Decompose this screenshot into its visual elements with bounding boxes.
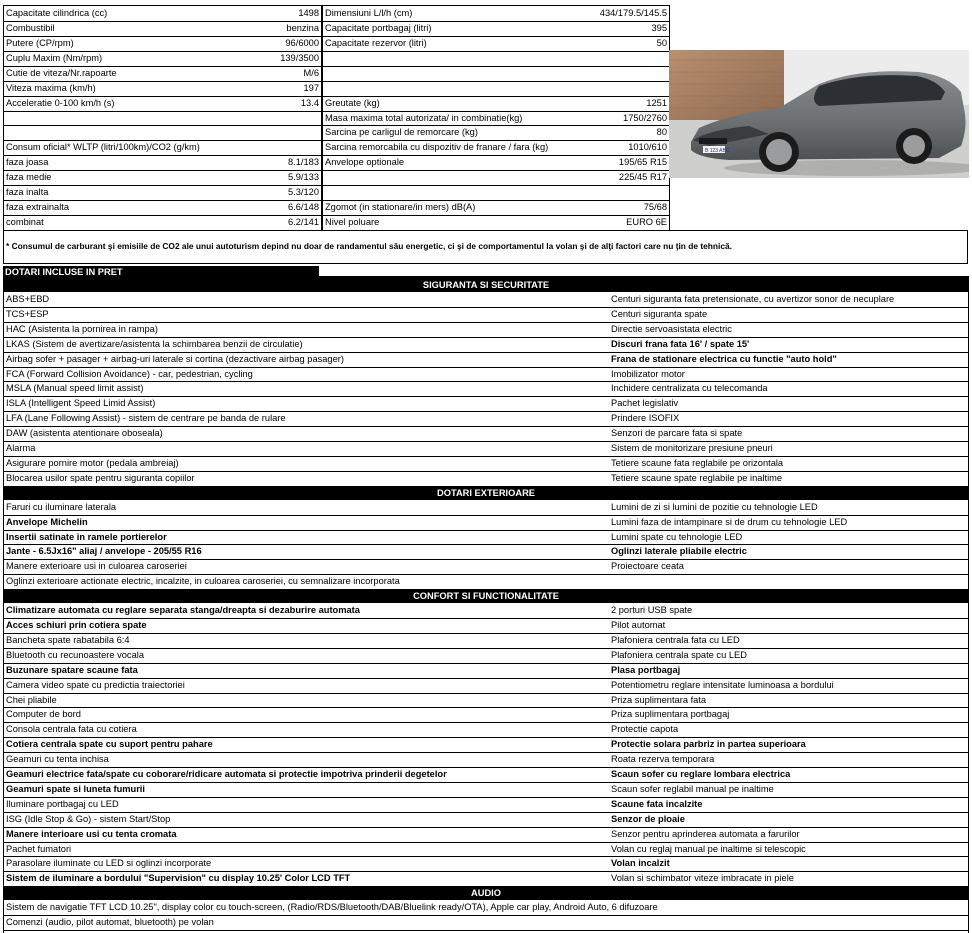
equipment-item: TCS+ESP	[6, 308, 49, 319]
row-separator	[4, 633, 968, 634]
equipment-item: Insertii satinate in ramele portierelor	[6, 531, 167, 542]
row-separator	[4, 752, 968, 753]
spec-row	[4, 66, 321, 80]
row-separator	[4, 530, 968, 531]
spec-row	[323, 185, 669, 199]
spec-label: Sarcina pe carligul de remorcare (kg)	[325, 127, 478, 138]
equipment-item: LFA (Lane Following Assist) - sistem de centrare pe banda de rulare	[6, 413, 286, 424]
spec-row-line	[4, 215, 321, 216]
spec-row-line	[323, 21, 669, 22]
spec-row-line	[323, 81, 669, 82]
spec-row-line	[323, 155, 669, 156]
spec-label: faza medie	[6, 172, 52, 183]
equipment-item: Directie servoasistata electric	[611, 323, 732, 334]
spec-value: 1750/2760	[623, 112, 667, 123]
equipment-item: Faruri cu iluminare laterala	[6, 501, 117, 512]
spec-label: Cutie de viteza/Nr.rapoarte	[6, 67, 117, 78]
equipment-item: Lumini de zi si lumini de pozitie cu tehnologie LED	[611, 501, 818, 512]
equipment-item: Buzunare spatare scaune fata	[6, 664, 138, 675]
spec-value: M/6	[303, 67, 319, 78]
spec-value: 6.2/141	[287, 217, 319, 228]
spec-label: Nivel poluare	[325, 217, 380, 228]
spec-value: 1010/610	[628, 142, 667, 153]
spec-value: 225/45 R17	[618, 172, 667, 183]
equipment-item: Airbag sofer + pasager + airbag-uri laterale si cortina (dezactivare airbag pasager)	[6, 353, 344, 364]
spec-label: faza inalta	[6, 187, 49, 198]
row-separator	[4, 515, 968, 516]
car-image	[669, 50, 969, 178]
equipment-list	[3, 278, 969, 933]
spec-row	[4, 170, 321, 184]
equipment-item: ABS+EBD	[6, 294, 50, 304]
equipment-item: Inchidere centralizata cu telecomanda	[611, 383, 768, 394]
row-separator	[4, 559, 968, 560]
equipment-item: Anvelope Michelin	[6, 516, 88, 527]
spec-row	[4, 200, 321, 214]
row-separator	[4, 842, 968, 843]
spec-label: Consum oficial* WLTP (litri/100km)/CO2 (g/km)	[6, 142, 200, 153]
row-separator	[4, 812, 968, 813]
spec-label: Sarcina remorcabila cu dispozitiv de franare / fara (kg)	[325, 142, 549, 153]
spec-label: Viteza maxima (km/h)	[6, 82, 96, 93]
included-equipment-header: DOTARI INCLUSE IN PRET	[3, 266, 319, 278]
spec-row-line	[4, 81, 321, 82]
spec-row	[323, 51, 669, 65]
equipment-item: Oglinzi laterale pliabile electric	[611, 546, 747, 557]
spec-row	[4, 6, 321, 20]
equipment-item: Parasolare iluminate cu LED si oglinzi incorporate	[6, 858, 212, 869]
equipment-item: Pachet legislativ	[611, 398, 679, 409]
spec-row-line	[4, 51, 321, 52]
equipment-item: Alarma	[6, 443, 36, 453]
spec-row	[323, 6, 669, 20]
equipment-item: Senzor pentru aprinderea automata a farurilor	[611, 828, 800, 839]
spec-row-line	[4, 155, 321, 156]
section-header-audio: AUDIO	[4, 886, 968, 900]
row-separator	[4, 767, 968, 768]
spec-row	[323, 81, 669, 95]
spec-row-line	[4, 111, 321, 112]
spec-label: Zgomot (in stationare/in mers) dB(A)	[325, 202, 476, 213]
spec-value: 6.6/148	[287, 202, 319, 213]
spec-label: faza extrainalta	[6, 202, 70, 213]
equipment-item: FCA (Forward Collision Avoidance) - car, pedestrian, cycling	[6, 368, 253, 379]
equipment-item: Climatizare automata cu reglare separata stanga/dreapta si dezaburire automata	[6, 605, 360, 616]
row-separator	[4, 707, 968, 708]
spec-value: 50	[656, 37, 667, 48]
equipment-item: Geamuri cu tenta inchisa	[6, 754, 109, 765]
spec-value: 80	[656, 127, 667, 138]
spec-row	[4, 21, 321, 35]
equipment-item: MSLA (Manual speed limit assist)	[6, 383, 144, 394]
equipment-item: Acces schiuri prin cotiera spate	[6, 620, 147, 630]
equipment-item: Roata rezerva temporara	[611, 754, 715, 765]
equipment-item: Plafoniera centrala fata cu LED	[611, 634, 740, 645]
row-separator	[4, 618, 968, 619]
spec-value: EURO 6E	[626, 217, 667, 228]
equipment-item: LKAS (Sistem de avertizare/asistenta la schimbarea benzii de circulatie)	[6, 338, 303, 349]
equipment-item: Lumini faza de intampinare si de drum cu tehnologie LED	[611, 516, 848, 527]
audio-item: Comenzi (audio, pilot automat, bluetooth) pe volan	[6, 917, 214, 928]
spec-row	[4, 140, 321, 154]
equipment-item: Chei pliabile	[6, 694, 57, 705]
row-separator	[4, 737, 968, 738]
row-separator	[4, 930, 968, 931]
equipment-item: Imobilizator motor	[611, 368, 685, 379]
row-separator	[4, 411, 968, 412]
spec-row	[323, 21, 669, 35]
equipment-item: HAC (Asistenta la pornirea in rampa)	[6, 323, 158, 334]
equipment-item: Centuri siguranta spate	[611, 308, 708, 319]
row-separator	[4, 352, 968, 353]
equipment-item: Scaun sofer reglabil manual pe inaltime	[611, 783, 774, 794]
spec-value: 8.1/183	[287, 157, 319, 168]
equipment-item: Asigurare pornire motor (pedala ambreiaj)	[6, 457, 179, 468]
spec-row-line	[323, 185, 669, 186]
spec-row-line	[4, 140, 321, 141]
spec-row-line	[4, 200, 321, 201]
spec-table	[3, 5, 670, 231]
equipment-item: Computer de bord	[6, 709, 81, 720]
equipment-item: Volan cu reglaj manual pe inaltime si telescopic	[611, 843, 806, 854]
equipment-item: Pachet fumatori	[6, 843, 72, 854]
equipment-item: Blocarea usilor spate pentru siguranta copiilor	[6, 472, 195, 483]
spec-label: faza joasa	[6, 157, 49, 168]
equipment-item: Lumini spate cu tehnologie LED	[611, 531, 743, 542]
equipment-item: Volan incalzit	[611, 858, 670, 869]
equipment-item: Camera video spate cu predictia traiectoriei	[6, 679, 185, 690]
row-separator	[4, 307, 968, 308]
spec-label: Greutate (kg)	[325, 97, 380, 108]
spec-row	[323, 96, 669, 110]
spec-row-line	[4, 185, 321, 186]
spec-value: 395	[651, 22, 667, 33]
spec-row	[4, 51, 321, 65]
equipment-item: Tetiere scaune spate reglabile pe inaltime	[611, 472, 783, 483]
equipment-item: Discuri frana fata 16' / spate 15'	[611, 338, 750, 349]
spec-label: Putere (CP/rpm)	[6, 37, 74, 48]
spec-row	[4, 215, 321, 229]
spec-value: 13.4	[300, 97, 319, 108]
equipment-item: DAW (asistenta atentionare oboseala)	[6, 428, 163, 439]
equipment-item: Sistem de iluminare a bordului "Supervision" cu display 10.25' Color LCD TFT	[6, 873, 351, 884]
spec-row	[4, 155, 321, 169]
spec-label: Combustibil	[6, 22, 55, 33]
spec-row-line	[323, 96, 669, 97]
spec-row	[4, 36, 321, 50]
equipment-item: Senzor de ploaie	[611, 813, 685, 824]
equipment-item: Bluetooth cu recunoastere vocala	[6, 649, 144, 660]
spec-row	[323, 66, 669, 80]
equipment-item: Centuri siguranta fata pretensionate, cu avertizor sonor de necuplare	[611, 294, 895, 304]
spec-label: Masa maxima total autorizata/ in combinatie(kg)	[325, 112, 523, 123]
row-separator	[4, 396, 968, 397]
row-separator	[4, 367, 968, 368]
equipment-item: Bancheta spate rabatabila 6:4	[6, 634, 130, 645]
spec-row	[323, 200, 669, 214]
note-text: * Consumul de carburant şi emisiile de CO2 ale unui autoturism depind nu doar de randamentul său energetic, ci şi de comportamentul la volan şi de alţi factori care nu ţin de tehnică.	[6, 241, 732, 251]
row-separator	[4, 722, 968, 723]
spec-row-line	[323, 66, 669, 67]
spec-right-column	[323, 6, 669, 230]
row-separator	[4, 782, 968, 783]
spec-row-line	[323, 215, 669, 216]
spec-row-line	[323, 140, 669, 141]
spec-row-line	[323, 170, 669, 171]
spec-row-line	[4, 66, 321, 67]
spec-value: 5.3/120	[287, 187, 319, 198]
equipment-item: Geamuri spate si luneta fumurii	[6, 783, 145, 794]
equipment-item: Protectie capota	[611, 724, 679, 735]
license-plate: B 123 ABC	[705, 148, 730, 154]
row-separator	[4, 648, 968, 649]
equipment-item: ISLA (Intelligent Speed Limid Assist)	[6, 398, 156, 409]
spec-row-line	[4, 96, 321, 97]
equipment-item: Manere interioare usi cu tenta cromata	[6, 828, 177, 839]
equipment-item: Potentiometru reglare intensitate luminoasa a bordului	[611, 679, 834, 690]
spec-row	[323, 170, 669, 184]
equipment-item: Volan si schimbator viteze imbracate in piele	[611, 873, 794, 884]
equipment-item: Prindere ISOFIX	[611, 413, 680, 424]
section-header-comfort: CONFORT SI FUNCTIONALITATE	[4, 589, 968, 603]
row-separator	[4, 693, 968, 694]
row-separator	[4, 322, 968, 323]
spec-row	[323, 140, 669, 154]
spec-label: Acceleratie 0-100 km/h (s)	[6, 97, 115, 108]
spec-row-line	[323, 51, 669, 52]
spec-label: combinat	[6, 217, 44, 228]
equipment-item: Priza suplimentara fata	[611, 694, 707, 705]
spec-label: Dimensiuni L/l/h (cm)	[325, 8, 413, 18]
spec-row-line	[4, 36, 321, 37]
equipment-item: Scaune fata incalzite	[611, 798, 703, 809]
equipment-item: Scaun sofer cu reglare lombara electrica	[611, 769, 791, 779]
spec-label: Capacitate cilindrica (cc)	[6, 8, 108, 18]
spec-value: 434/179.5/145.5	[599, 8, 667, 18]
audio-item: Sistem de navigatie TFT LCD 10.25", display color cu touch-screen, (Radio/RDS/Bluetooth/DAB/Bluelink ready/OTA), Apple car play, Android Auto, 6 difuzoare	[6, 902, 658, 913]
equipment-item: Sistem de monitorizare presiune pneuri	[611, 443, 773, 453]
equipment-item: Protectie solara parbriz in partea superioara	[611, 739, 806, 750]
equipment-item: Plafoniera centrala spate cu LED	[611, 649, 747, 660]
spec-row	[323, 36, 669, 50]
equipment-item: Tetiere scaune fata reglabile pe orizontala	[611, 457, 784, 468]
equipment-item: Geamuri electrice fata/spate cu coborare/ridicare automata si protectie impotriva prinderii degetelor	[6, 769, 447, 779]
row-separator	[4, 856, 968, 857]
row-separator	[4, 456, 968, 457]
equipment-item: Cotiera centrala spate cu suport pentru pahare	[6, 739, 213, 750]
equipment-item: 2 porturi USB spate	[611, 605, 693, 616]
spec-value: 96/6000	[285, 37, 319, 48]
spec-row-line	[4, 21, 321, 22]
spec-row-line	[323, 125, 669, 126]
row-separator	[4, 441, 968, 442]
row-separator	[4, 678, 968, 679]
equipment-item: ISG (Idle Stop & Go) - sistem Start/Stop	[6, 813, 171, 824]
spec-label: Capacitate portbagaj (litri)	[325, 22, 432, 33]
spec-row	[4, 111, 321, 125]
spec-row	[323, 111, 669, 125]
row-separator	[4, 871, 968, 872]
spec-value: 1498	[298, 8, 319, 18]
spec-row-line	[323, 36, 669, 37]
spec-row-line	[4, 170, 321, 171]
equipment-item: Priza suplimentara portbagaj	[611, 709, 730, 720]
equipment-item: Jante - 6.5Jx16" aliaj / anvelope - 205/55 R16	[6, 546, 202, 557]
spec-value: 197	[303, 82, 319, 93]
spec-row-line	[323, 200, 669, 201]
spec-value: 1251	[646, 97, 667, 108]
spec-value: benzina	[286, 22, 319, 33]
section-header-exterior: DOTARI EXTERIOARE	[4, 486, 968, 500]
equipment-item: Frana de stationare electrica cu functie "auto hold"	[611, 353, 837, 364]
row-separator	[4, 337, 968, 338]
spec-value: 139/3500	[280, 52, 319, 63]
spec-label: Cuplu Maxim (Nm/rpm)	[6, 52, 103, 63]
row-separator	[4, 426, 968, 427]
fuel-consumption-note	[3, 230, 968, 264]
spec-left-column	[4, 6, 321, 230]
equipment-item: Iluminare portbagaj cu LED	[6, 798, 119, 809]
spec-value: 195/65 R15	[618, 157, 667, 168]
spec-label: Capacitate rezervor (litri)	[325, 37, 427, 48]
spec-row-line	[323, 111, 669, 112]
row-separator	[4, 381, 968, 382]
row-separator	[4, 797, 968, 798]
spec-row	[4, 185, 321, 199]
equipment-item: Plasa portbagaj	[611, 664, 681, 675]
row-separator	[4, 663, 968, 664]
row-separator	[4, 827, 968, 828]
spec-row-line	[4, 125, 321, 126]
section-header-safety: SIGURANTA SI SECURITATE	[4, 278, 968, 292]
equipment-item: Proiectoare ceata	[611, 561, 684, 572]
spec-value: 5.9/133	[287, 172, 319, 183]
row-separator	[4, 471, 968, 472]
row-separator	[4, 544, 968, 545]
spec-row	[4, 96, 321, 110]
spec-label: Anvelope optionale	[325, 157, 405, 168]
spec-row	[4, 125, 321, 139]
equipment-item: Manere exterioare usi in culoarea caroseriei	[6, 561, 187, 572]
spec-value: 75/68	[643, 202, 667, 213]
equipment-item: Pilot automat	[611, 620, 666, 630]
equipment-item: Senzori de parcare fata si spate	[611, 428, 743, 439]
equipment-item: Oglinzi exterioare actionate electric, incalzite, in culoarea caroseriei, cu semnalizare incorporata	[6, 576, 400, 587]
spec-row	[323, 215, 669, 229]
car-illustration	[669, 50, 969, 178]
spec-row	[323, 125, 669, 139]
spec-row	[4, 81, 321, 95]
spec-row	[323, 155, 669, 169]
equipment-item: Consola centrala fata cu cotiera	[6, 724, 137, 735]
